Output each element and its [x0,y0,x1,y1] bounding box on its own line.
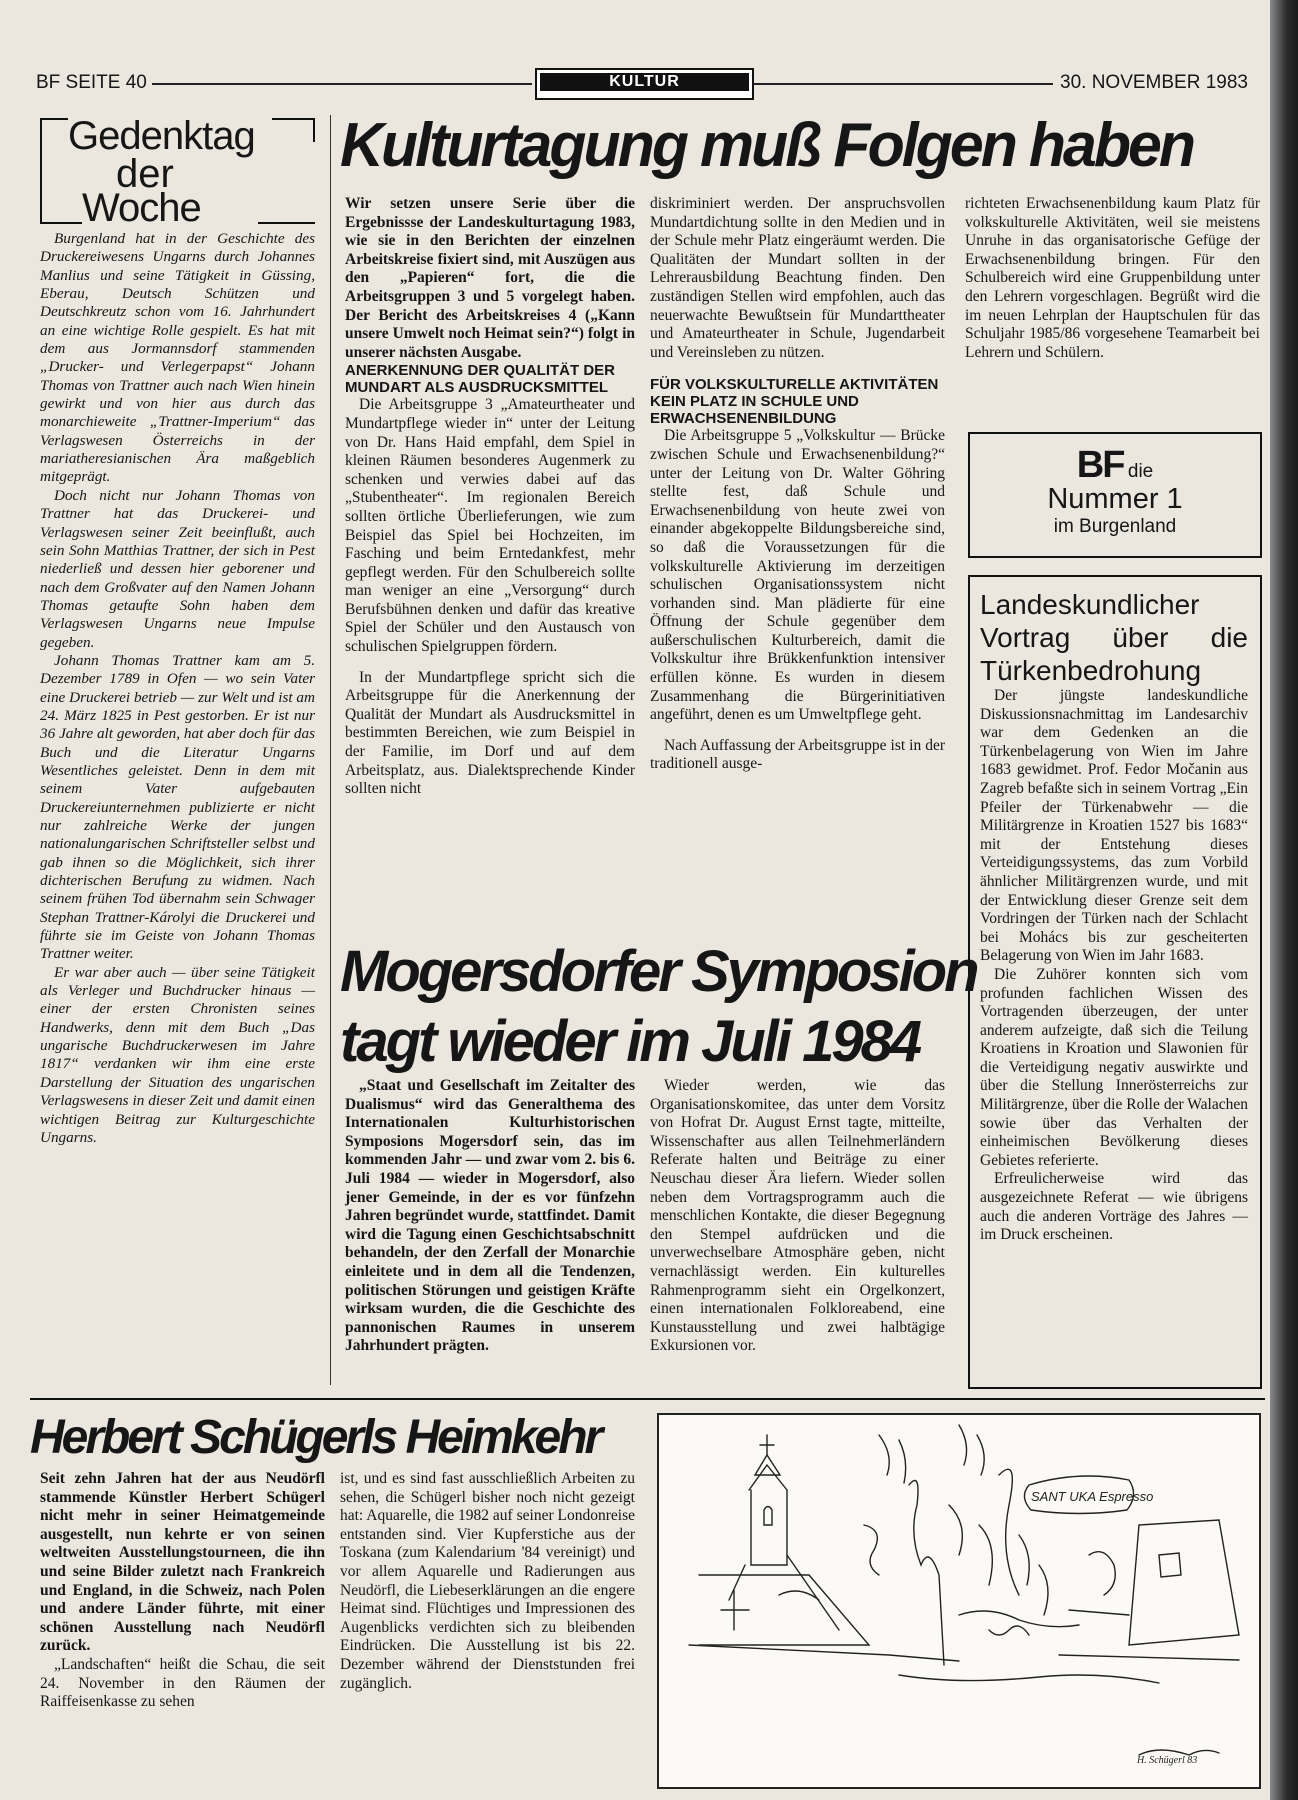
section-label-box [535,68,754,100]
vortrag-column [980,588,1248,1245]
header-rule-right [753,83,1053,85]
gedenktag-title-1: Gedenktag [68,114,255,158]
sketch-signature: H. Schügerl 83 [1137,1755,1198,1766]
bf-region: im Burgenland [1053,516,1177,537]
schuegerl-column-2 [340,1470,635,1693]
gedenktag-paragraph: Doch nicht nur Johann Thomas von Trattner hat das Druckerei- und Verlagswesen seiner Zeit beeinflußt, auch sein Sohn Matthias Trattner, der sich in Pest niederließ und dessen hier geborener und nach dem Großvater auf den Namen Johann Thomas getaufte Sohn haben dem Verlagswesen Ungarns neue Impulse gegeben. [40,486,315,651]
page-gutter-shadow [1270,0,1298,1800]
kulturtagung-paragraph: Nach Auffassung der Arbeitsgruppe ist in der traditionell ausge- [650,736,945,773]
header-rule-left [152,83,532,85]
mogersdorf-headline-1: Mogersdorfer Symposion [340,939,977,1004]
kulturtagung-paragraph: diskriminiert werden. Der anspruchsvollen Mundartdichtung sollte in den Medien und in der Schule mehr Platz eingeräumt werden. Die Qualitäten der Mundart sollten in der Lehrerausbildung Beachtung finden. Den zuständigen Stellen wird empfohlen, auch das neuerwachte Bewußtsein für Mundarttheater und Amateurtheater in Schule, Jugendarbeit und Vereinsleben zu nützen. [650,195,945,361]
bf-logo: BF [1076,444,1124,486]
bf-die: die [1127,461,1154,482]
mogersdorf-paragraph: Wieder werden, wie das Organisationskomitee, das unter dem Vorsitz von Hofrat Dr. August Ernst tagte, mitteilte, Wissenschafter aus allen Teilnehmerländern Referate halten und Beiträge zu einer Neuschau dieser Ära liefern. Wieder sollen neben dem Vortragsprogramm auch die menschlichen Kontakte, die dieser Begegnung den Stempel aufdrücken und die unverwechselbare Atmosphäre geben, nicht vernachlässigt werden. Ein kulturelles Rahmenprogramm sieht ein Orgelkonzert, einen internationalen Folkloreabend, eine Kunstausstellung und zwei halbtägige Exkursionen vor. [650,1077,945,1355]
schuegerl-paragraph: Seit zehn Jahren hat der aus Neudörfl stammende Künstler Herbert Schügerl nicht mehr in seiner Heimatgemeinde ausgestellt, nun kehrte er von seinen weltweiten Ausstellungstourneen, die ihn und seine Bilder zuletzt nach Frankreich und England, in die Schweiz, nach Polen und andere Länder führte, mit einer schönen Ausstellung nach Neudörfl zurück. [40,1470,325,1655]
kulturtagung-paragraph: In der Mundartpflege spricht sich die Arbeitsgruppe für die Anerkennung der Qualität der Mundart als Ausdrucksmittel in bestimmten Bereichen, wie zum Beispiel in der Familie, im Dorf und auf dem Arbeitsplatz, aus. Dialektsprechende Kinder sollten nicht [345,668,635,798]
gedenktag-title-2: der [116,152,174,196]
gedenktag-column [40,230,315,1147]
gedenktag-title-box [40,114,315,230]
gedenktag-paragraph: Burgenland hat in der Geschichte des Druckereiwesens Ungarns durch Johannes Manlius und seine Tätigkeit in Güssing, Eberau, Deutsch Schützen und Deutschkreutz schon vom 16. Jahrhundert an eine wichtige Rolle gespielt. Es hat mit dem aus Jormannsdorf stammenden „Drucker- und Verlegerpapst“ Johann Thomas von Trattner auch nach Wien hinein gewirkt und von hier aus durch das monarchieweite „Trattner-Imperium“ das Verlagswesen Österreichs in der mariatheresianischen Ära maßgeblich mitgeprägt. [40,230,315,486]
kulturtagung-paragraph: richteten Erwachsenenbildung kaum Platz für volkskulturelle Aktivitäten, weil sie meistens Unruhe in das organisatorische Gefüge der Erwachsenenbildung bringen. Für den Schulbereich wird eine Gruppenbildung unter den Lehrern vorgeschlagen. Begrüßt wird die im neuen Lehrplan der Hauptschulen für das Schuljahr 1985/86 vorgesehene Teamarbeit bei Lehrern und Schülern. [965,195,1260,361]
kulturtagung-paragraph: Die Arbeitsgruppe 5 „Volkskultur — Brücke zwischen Schule und Erwachsenenbildung?“ unter der Leitung von Dr. Walter Göhring stellte fest, daß Schule und Erwachsenenbildung von heute zwei von einander abgekoppelte Bildungsbereiche sind, so daß die Voraussetzungen für die volkskulturelle Aktivierung im derzeitigen schulischen Organisationssystem nicht vorhanden sind. Man plädierte für eine Öffnung der Schule gegenüber dem außerschulischen Kulturbereich, damit die Volkskultur ihre Brükkenfunktion intensiver erfüllen könne. Es wurden in diesem Zusammenhang die Bürgerinitiativen angeführt, denen es um Umweltpflege geht. [650,427,945,724]
schuegerl-paragraph: „Landschaften“ heißt die Schau, die seit 24. November in den Räumen der Raiffeisenkasse zu sehen [40,1655,325,1711]
mogersdorf-column-2 [650,1077,945,1356]
kulturtagung-subhead-2: FÜR VOLKSKULTURELLE AKTIVITÄTEN KEIN PLATZ IN SCHULE UND ERWACHSENENBILDUNG [650,376,939,428]
kulturtagung-column-2 [650,195,945,774]
gedenktag-paragraph: Er war aber auch — über seine Tätigkeit als Verleger und Buchdrucker hinaus — einer der ersten Chronisten seines Handwerks, denn mit dem Buch „Das ungarische Buchdruckerwesen im Jahre 1817“ verdanken wir ihm eine erste Darstellung der Situation des ungarischen Verlagswesens in dieser Zeit und damit einen wichtigen Beitrag zur Kulturgeschichte Ungarns. [40,963,315,1146]
bf-advert-box [968,432,1262,558]
vortrag-paragraph: Erfreulicherweise wird das ausgezeichnete Referat — wie übrigens auch die anderen Vorträge des Jahres — im Druck erscheinen. [980,1170,1248,1244]
mogersdorf-headline-2: tagt wieder im Juli 1984 [340,1009,920,1074]
schuegerl-paragraph: ist, und es sind fast ausschließlich Arbeiten zu sehen, die Schügerl bisher noch nicht gezeigt hat: Aquarelle, die 1982 auf seiner Londonreise entstanden sind. Vier Kupferstiche aus der Toskana (zum Kalendarium '84 vereinigt) und vor allem Aquarelle und Radierungen aus Neudörfl, die Liebeserklärungen an die engere Heimat sind. Flüchtiges und Impressionen des Augenblicks verdichten sich zu bleibenden Eindrücken. Die Ausstellung ist bis 22. Dezember während der Dienststunden frei zugänglich. [340,1470,635,1692]
schuegerl-sketch [657,1413,1261,1789]
vortrag-paragraph: Die Zuhörer konnten sich vom profunden fachlichen Wissen des Vortragenden überzeugen, der unter anderem aufzeigte, daß sich die Teilung Kroatiens in Kroation und Slawonien für die Verteidigung negativ auswirkte und über die Stellung Innerösterreichs zur Militärgrenze, über die Rolle der Walachen sowie über das Verhalten der einheimischen Bevölkerung dieses Gebietes referierte. [980,965,1248,1169]
gedenktag-title-3: Woche [82,186,201,230]
kulturtagung-subhead-1: ANERKENNUNG DER QUALITÄT DER MUNDART ALS AUSDRUCKSMITTEL [345,362,615,397]
mogersdorf-paragraph: „Staat und Gesellschaft im Zeitalter des Dualismus“ wird das Generalthema des Internationalen Kulturhistorischen Symposions Mogersdorf sein, das im kommenden Jahr — und zwar vom 2. bis 6. Juli 1984 — wieder in Mogersdorf, also jener Gemeinde, in der es vor fünfzehn Jahren begründet wurde, stattfindet. Damit wird die Tagung einen Geschichtsabschnitt behandeln, der den Zerfall der Monarchie einleitete und in dem all die Tendenzen, politischen Störungen und geistigen Kräfte wirksam wurden, die die Geschichte des pannonischen Raumes in unserem Jahrhundert prägten. [345,1077,635,1355]
mogersdorf-column-1 [345,1077,635,1356]
issue-date: 30. NOVEMBER 1983 [1060,72,1248,93]
section-rule [30,1398,1265,1400]
sketch-drawing [659,1415,1259,1787]
vortrag-paragraph: Der jüngste landeskundliche Diskussionsnachmittag im Landesarchiv war dem Gedenken an die Türkenbelagerung von Wien im Jahre 1683 gewidmet. Prof. Fedor Močanin aus Zagreb befaßte sich in seinem Vortrag „Ein Pfeiler der Türkenabwehr — die Militärgrenze in Kroatien 1527 bis 1683“ mit der Entstehung dieses Verteidigungssystems, das zum Vorbild ähnlicher Militärgrenzen wurde, und mit der Entwicklung dieser Grenze seit dem Vordringen der Türken nach der Schlacht bei Mohács bis zur gescheiterten Belagerung von Wien im Jahr 1683. [980,687,1249,965]
column-rule [330,115,331,1385]
gedenktag-paragraph: Johann Thomas Trattner kam am 5. Dezember 1789 in Ofen — wo sein Vater eine Druckerei betrieb — zur Welt und ist am 24. März 1825 in Pest gestorben. Er ist nur 36 Jahre alt geworden, hat aber doch für das Buch und die Literatur Ungarns Wesentliches geleistet. Denn in dem mit seinem Vater aufgebauten Druckereiunternehmen publizierte er nicht nur zahlreiche Werke der jungen nationalungarischen Schriftsteller selbst und gab ihnen so die Möglichkeit, sich ihrer dichterischen Berufung zu widmen. Nach seinem frühen Tod übernahm sein Schwager Stephan Trattner-Károlyi die Druckerei und führte sie im Geiste von Johann Thomas Trattner weiter. [40,651,315,963]
kulturtagung-headline: Kulturtagung muß Folgen haben [340,111,1194,180]
page-number: BF SEITE 40 [36,72,147,93]
kulturtagung-column-3 [965,195,1260,362]
section-label: KULTUR [540,73,749,91]
sketch-sign-text: SANT UKA Espresso [1031,1489,1154,1504]
vortrag-title: Landeskundlicher Vortrag über die Türkenbedrohung [980,589,1248,686]
schuegerl-column-1 [40,1470,325,1712]
kulturtagung-column-1 [345,195,635,799]
kulturtagung-intro: Wir setzen unsere Serie über die Ergebnissse der Landeskulturtagung 1983, wie sie in den Berichten der einzelnen Arbeitskreise fixiert sind, mit Auszügen aus den „Papieren“ fort, die die Arbeitsgruppen 3 und 5 vorgelegt haben. Der Bericht des Arbeitskreises 4 („Kann unsere Umwelt noch Heimat sein?“) folgt in unserer nächsten Ausgabe. [345,195,635,361]
bf-nummer: Nummer 1 [1047,483,1183,515]
kulturtagung-paragraph: Die Arbeitsgruppe 3 „Amateurtheater und Mundartpflege wieder in“ unter der Leitung von Dr. Hans Haid empfahl, dem Spiel in kleinen Räumen besonderes Augenmerk zu schenken und verwies dabei auf das „Stubentheater“. Im regionalen Bereich sollten örtliche Überlieferungen, wie zum Beispiel das Spiel bei Hochzeiten, im Fasching und beim Erntedankfest, mehr gepflegt werden. Für den Schulbereich sollte man weniger an eine „Versorgung“ durch Berufsbühnen denken und dafür das kreative Spiel der Schüler und den Austausch von schulischen Spielgruppen fördern. [345,396,635,656]
schuegerl-headline: Herbert Schügerls Heimkehr [30,1411,601,1464]
